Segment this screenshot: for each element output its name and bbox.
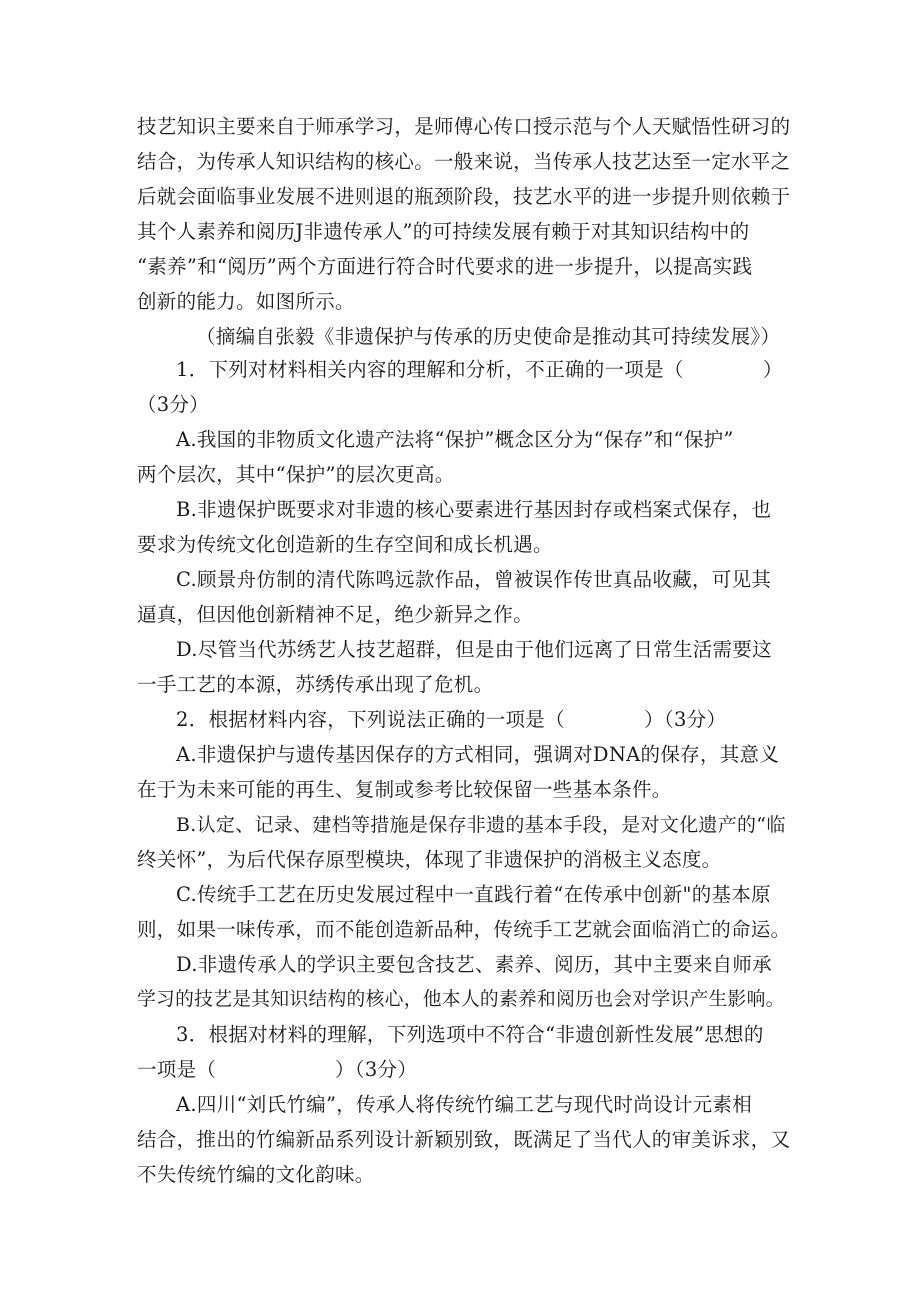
q3-option-a-cont: 结合，推出的竹编新品系列设计新颖别致，既满足了当代人的审美诉求，又 (137, 1128, 791, 1151)
q2-option-b: B.认定、记录、建档等措施是保存非遗的基本手段，是对文化遗产的“临 (176, 814, 786, 836)
q1-option-b-cont: 要求为传统文化创造新的生存空间和成长机遇。 (137, 533, 553, 556)
q3-option-a-cont: 不失传统竹编的文化韵味。 (137, 1163, 375, 1186)
passage-line: 技艺知识主要来自于师承学习，是师傅心传口授示范与个人天赋悟性研习的 (137, 115, 791, 138)
q2-option-c-cont: 则，如果一味传承，而不能创造新品种，传统手工艺就会面临消亡的命运。 (137, 918, 791, 941)
q3-option-a: A.四川“刘氏竹编”，传承人将传统竹编工艺与现代时尚设计元素相 (176, 1093, 753, 1116)
q2-option-d: D.非遗传承人的学识主要包含技艺、素养、阅历，其中主要来自师承 (176, 953, 772, 976)
q2-option-a-cont: 在于为未来可能的再生、复制或参考比较保留一些基本条件。 (137, 778, 672, 801)
q2-option-d-cont: 学习的技艺是其知识结构的核心，他本人的素养和阅历也会对学识产生影响。 (137, 989, 785, 1010)
q1-option-a-cont: 两个层次，其中“保护”的层次更高。 (137, 463, 455, 486)
q1-option-c-cont: 逼真，但因他创新精神不足，绝少新异之作。 (137, 603, 534, 626)
q1-option-c: C.顾景舟仿制的清代陈鸣远款作品，曾被误作传世真品收藏，可见其 (176, 568, 772, 591)
passage-line: 创新的能力。如图所示。 (137, 290, 355, 313)
question-1-score: （3分） (137, 393, 210, 416)
passage-source: （摘编自张毅《非遗保护与传承的历史使命是推动其可持续发展》） (196, 325, 781, 348)
question-1-stem: 1．下列对材料相关内容的理解和分析，不正确的一项是（ ） (176, 358, 783, 381)
passage-line: 后就会面临事业发展不进则退的瓶颈阶段，技艺水平的进一步提升则依赖于 (137, 185, 791, 208)
q1-option-a: A.我国的非物质文化遗产法将“保护”概念区分为“保存”和“保护” (176, 428, 734, 451)
passage-line: “素养”和“阅历”两个方面进行符合时代要求的进一步提升，以提高实践 (137, 255, 753, 278)
q2-option-a: A.非遗保护与遗传基因保存的方式相同，强调对DNA的保存，其意义 (176, 743, 780, 766)
q1-option-d: D.尽管当代苏绣艺人技艺超群，但是由于他们远离了日常生活需要这 (176, 638, 772, 661)
passage-line: 结合，为传承人知识结构的核心。一般来说，当传承人技艺达至一定水平之 (137, 150, 791, 173)
passage-line: 其个人素养和阅历J非遗传承人”的可持续发展有赖于对其知识结构中的 (137, 220, 750, 243)
question-3-stem-cont: 一项是（ ）（3分） (137, 1058, 418, 1081)
q2-option-b-cont: 终关怀”，为后代保存原型模块，体现了非遗保护的消极主义态度。 (137, 848, 722, 871)
q1-option-b: B.非遗保护既要求对非遗的核心要素进行基因封存或档案式保存，也 (176, 498, 772, 521)
q2-option-c: C.传统手工艺在历史发展过程中一直践行着“在传承中创新"的基本原 (176, 883, 771, 906)
question-3-stem: 3．根据对材料的理解，下列选项中不符合“非遗创新性发展”思想的 (176, 1023, 764, 1046)
question-2-stem: 2．根据材料内容，下列说法正确的一项是（ ）（3分） (176, 708, 727, 731)
q1-option-d-cont: 一手工艺的本源，苏绣传承出现了危机。 (137, 673, 494, 696)
